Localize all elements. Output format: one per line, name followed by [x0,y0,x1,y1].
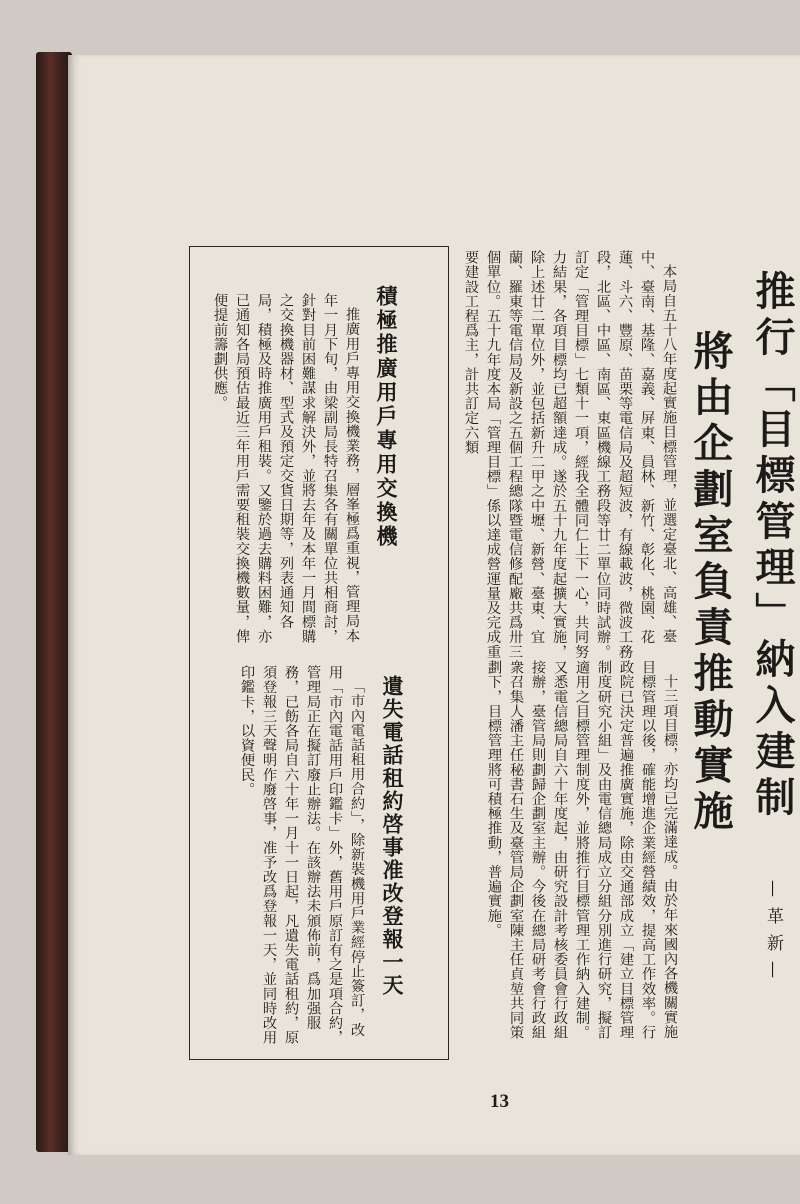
sidebar-article-2-body [208,665,368,1045]
page-number: 13 [490,1091,509,1112]
sidebar-article-1-title: 積極推廣用戶專用交換機 [374,285,399,549]
main-article-paragraph-2: 十三項目標，亦均已完滿達成。由於年來國內各機關實施目標管理以後，確能增進企業經營績效，提高工作效率。行政院已決定普遍推廣實施，除由交通部成立「建立目標管理制度研究小組」及由電信總局成立分組分別進行研究，擬訂適用之目標管理制度外，並將推行目標管理工作納入建制。又悉電信總局自六十年度起，由研究設計考核委員會行政組接辦，臺管局則劃歸企劃室主辦。今後在總局研考會行政組衆召集人潘主任秘書石生及臺管局企劃室陳主任貞堃共同策劃下，目標管理將可積極推動，普遍實施。 [486,660,678,1040]
main-article-body-upper [410,250,680,660]
sidebar-article-2-paragraph: 「市內電話租用合約」，除新裝機用戶業經停止簽訂，改用「市內電話用戶印鑑卡」外，舊用戶原訂有之是項合約，管理局正在擬訂廢止辦法。在該辦法未頒佈前，爲加强服務，已飭各局自六十年一月十一日起，凡遺失電話租約，原須登報三天聲明作廢啓事，准予改爲登報一天，並同時改用印鑑卡，以資便民。 [239,665,365,1045]
document-page [68,55,800,1155]
main-article-body-lower [456,660,681,1050]
main-title-line-1: 推行「目標管理」納入建制 [749,270,796,822]
sidebar-article-2-title: 遺失電話租約啓事准改登報一天 [380,675,405,997]
main-title-line-2: 將由企劃室負責推動實施 [687,330,734,836]
sidebar-article-1-body [208,293,363,653]
book-binding [36,52,72,1152]
byline: —革新— [763,880,783,988]
box-divider [198,655,440,656]
sidebar-article-1-paragraph: 推廣用戶專用交換機業務，層峯極爲重視，管理局本年一月下旬，由梁副局長特召集各有關單位共相商討，針對目前困難謀求解決外，並將去年及本年一月間標購之交換機器材、型式及預定交貨日期等，列表通知各局，積極及時推廣用戶租裝。又鑒於過去購料困難，亦已通知各局預估最近三年用戶需要租裝交換機數量，俾便提前籌劃供應。 [212,293,360,644]
main-article-paragraph-1: 本局自五十八年度起實施目標管理，並選定臺北、高雄、臺中、臺南、基隆、嘉義、屏東、員林、新竹、彰化、桃園、花蓮、斗六、豐原、苗栗等電信局及超短波，有線載波，微波工務段，北區、中區、南區、東區機線工務段等廿二單位同時試辦。訂定「管理目標」七類十一項，經我全體同仁上下一心，共同努力結果，各項目標均已超額達成。遂於五十九年度起擴大實施，除上述廿二單位外，並包括新升二甲之中壢、新營、臺東、宜蘭、羅東等電信局及新設之五個工程總隊暨電信修配廠共爲卅三個單位。五十九年度本局「管理目標」係以達成營運量及完成重要建設工程爲主，計共訂定六類 [463,250,677,659]
